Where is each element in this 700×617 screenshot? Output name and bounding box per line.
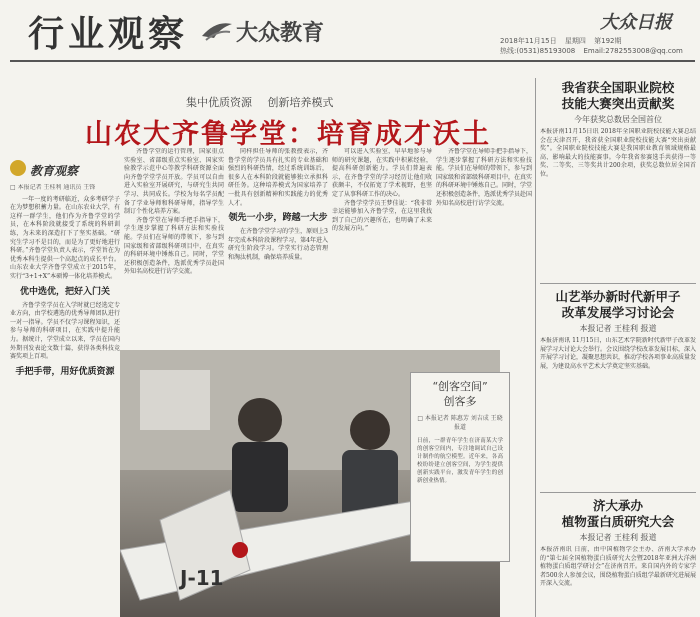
kicker-part-2: 创新培养模式: [267, 96, 334, 109]
story1-title-line1: 我省获全国职业院校: [561, 80, 675, 95]
caption-byline: □ 本报记者 陈惠芳 刘吉成 王晓 报道: [417, 415, 503, 431]
issue-meta: [500, 36, 698, 56]
masthead-rule: [10, 60, 695, 62]
issue-date: 2018年11月15日: [500, 37, 557, 45]
lead-column-1: [10, 184, 120, 617]
hotline: 热线:(0531)85193008: [500, 47, 576, 55]
lead-column-5: [436, 148, 532, 348]
lead-column-4: [332, 148, 432, 348]
lead-headline: 山农大齐鲁学堂：培育成才沃土: [85, 119, 491, 150]
section-title: 行业观察: [28, 14, 189, 55]
caption-title-1: “创客空间”: [432, 380, 488, 393]
masthead: [0, 0, 700, 62]
badge-ball-icon: [10, 160, 26, 176]
lead-paragraph: 一年一度的考研临近，众多考研学子在为梦想积蓄力量。在山东农业大学，有这样一群学生，他们作为齐鲁学堂的学员，在本科阶段就接受了系统的科研训练，为未来的深造打下了坚实基础。“研究生学习不是目的，而是为了更好地进行科研。”齐鲁学堂负责人表示，学堂旨在为优秀本科生提供一个高起点的成长平台。山东农业大学齐鲁学堂成立于2015年，实行“3+1+X”本硕博一体化培养模式。: [10, 195, 120, 280]
lead-paragraph: 可以进入实验室，早早地参与导师的研究课题，在实践中积累经验，提高科研创新能力。学员们普遍表示，在齐鲁学堂的学习经历让他们收获颇丰，不仅拓宽了学术视野，也坚定了从事科研工作的决心。: [332, 148, 432, 198]
story2-title-line2: 改革发展学习讨论会: [561, 305, 675, 320]
kicker: [180, 94, 340, 110]
lead-subhead-2: 手把手带，用好优质资源: [15, 366, 115, 377]
swoosh-logo-icon: [200, 18, 234, 42]
photo-caption: [410, 372, 510, 562]
section-subtitle: 大众教育: [236, 21, 325, 46]
issue-page: 第192期: [594, 37, 622, 45]
badge-label: 教育观察: [30, 164, 79, 178]
story2-byline: 本报记者 王桂利 报道: [579, 324, 657, 333]
svg-text:J-11: J-11: [180, 566, 224, 590]
lead-paragraph: 齐鲁学堂在导师手把手指导下，学生逐步掌握了科研方法和实验技能。学员们在导师的带领下，参与到国家级和省部级科研项目中，在真实的科研环境中锤炼自己。同时，学堂还积极创造条件，选派优秀学员赴国外知名高校进行访学交流。: [436, 148, 532, 207]
caption-text: 日前，一群青年学生在济南某大学的创客空间内，专注地调试自己设计制作的航空模型。近年来，各高校纷纷建立创客空间，为学生提供创新实践平台，激发青年学生的创新创业热情。: [417, 438, 503, 484]
story1-text: 本报济南11月15日讯 2018年全国职业院校技能大赛总结会在天津召开，我省获全国职业院校技能大赛“突出贡献奖”。全国职业院校技能大赛是我国职业教育领域规格最高、影响最大的技能赛事。今年我省参赛选手共获得一等奖、二等奖、三等奖共计200余项，获奖总数位居全国首位。: [540, 128, 696, 178]
lead-paragraph: 齐鲁学堂学员王梦佳说：“我非常幸运能够加入齐鲁学堂，在这里我找到了自己的兴趣所在，也明确了未来的发展方向。”: [332, 199, 432, 233]
lead-paragraph: 齐鲁学堂在导师手把手指导下，学生逐步掌握了科研方法和实验技能。学员们在导师的带领下，参与到国家级和省部级科研项目中，在真实的科研环境中锤炼自己。同时，学堂还积极创造条件，选派优秀学员赴国外知名高校进行访学交流。: [124, 216, 224, 276]
lead-column-2: [124, 148, 224, 348]
column-divider: [535, 78, 536, 617]
story-rule: [540, 492, 696, 493]
column-badge: [10, 160, 130, 180]
lead-subhead-1: 优中选优，把好入门关: [19, 286, 110, 297]
story1-title-line2: 技能大赛突出贡献奖: [561, 96, 675, 111]
story-rule: [540, 283, 696, 284]
story1-subtitle: 今年获奖总数居全国首位: [574, 115, 662, 124]
story3-text: 本报济南讯 日前，由中国植物学会主办、济南大学承办的“第七届全国植物蛋白质研究大会暨2018年亚洲大洋洲植物蛋白质组学研讨会”在济南召开。来自国内外的专家学者500余人参加会议，围绕植物蛋白质组学最新研究进展展开深入交流。: [540, 546, 696, 588]
story3-title-line2: 植物蛋白质研究大会: [561, 514, 675, 529]
sidebar: [540, 80, 696, 617]
lead-byline: □ 本报记者 王桂利 通讯员 王锋: [10, 184, 96, 191]
story3-byline: 本报记者 王桂利 报道: [579, 533, 657, 542]
kicker-part-1: 集中优质资源: [186, 96, 252, 109]
caption-title-2: 创客多: [443, 395, 477, 408]
lead-paragraph: 在齐鲁学堂学习的学生，原则上3年完成本科阶段课程学习，第4年进入研究生阶段学习。学堂实行动态管理和淘汰机制，确保培养质量。: [228, 228, 328, 261]
story2-title-line1: 山艺举办新时代新甲子: [555, 289, 681, 304]
lead-paragraph: 齐鲁学堂的运行管理，国家重点实验室、省部级重点实验室、国家实验教学示范中心等教学科研资源全面向齐鲁学堂学员开放。学员可以自由进入实验室开展研究，与研究生共同学习、共同成长。学校为每名学员配备了学业导师和科研导师，指导学生制订个性化培养方案。: [124, 148, 224, 216]
lead-paragraph: 同样担任导师的张教授表示，齐鲁学堂的学员具有扎实的专业基础和强烈的科研热情，经过系统训练后，很多人在本科阶段就能够独立承担科研任务。这种培养模式为国家培养了一批具有创新精神和实践能力的优秀人才。: [228, 148, 328, 207]
email: Email:2782553008@qq.com: [583, 47, 683, 55]
lead-column-3: [228, 148, 328, 348]
story2-text: 本报济南讯 11月15日，山东艺术学院新时代新甲子改革发展学习大讨论大会举行。会议围绕学校改革发展目标，深入开展学习讨论，凝聚思想共识，推动学校各项事业高质量发展，为建设高水平艺术大学奠定坚实基础。: [540, 337, 696, 370]
story3-title-line1: 济大承办: [592, 498, 643, 513]
paper-logo: 大众日报: [600, 12, 672, 33]
lead-paragraph: 齐鲁学堂学员在入学时就已经选定专业方向，由学校遴选的优秀导师团队进行一对一指导。学员不仅学习课程知识，还参与导师的科研项目，在实践中提升能力。据统计，学堂成立以来，学员在国内外期刊发表论文数十篇，获得各类科技竞赛奖项上百项。: [10, 301, 120, 361]
issue-weekday: 星期四: [564, 37, 586, 45]
lead-subhead-3: 领先一小步，跨越一大步: [228, 213, 328, 224]
